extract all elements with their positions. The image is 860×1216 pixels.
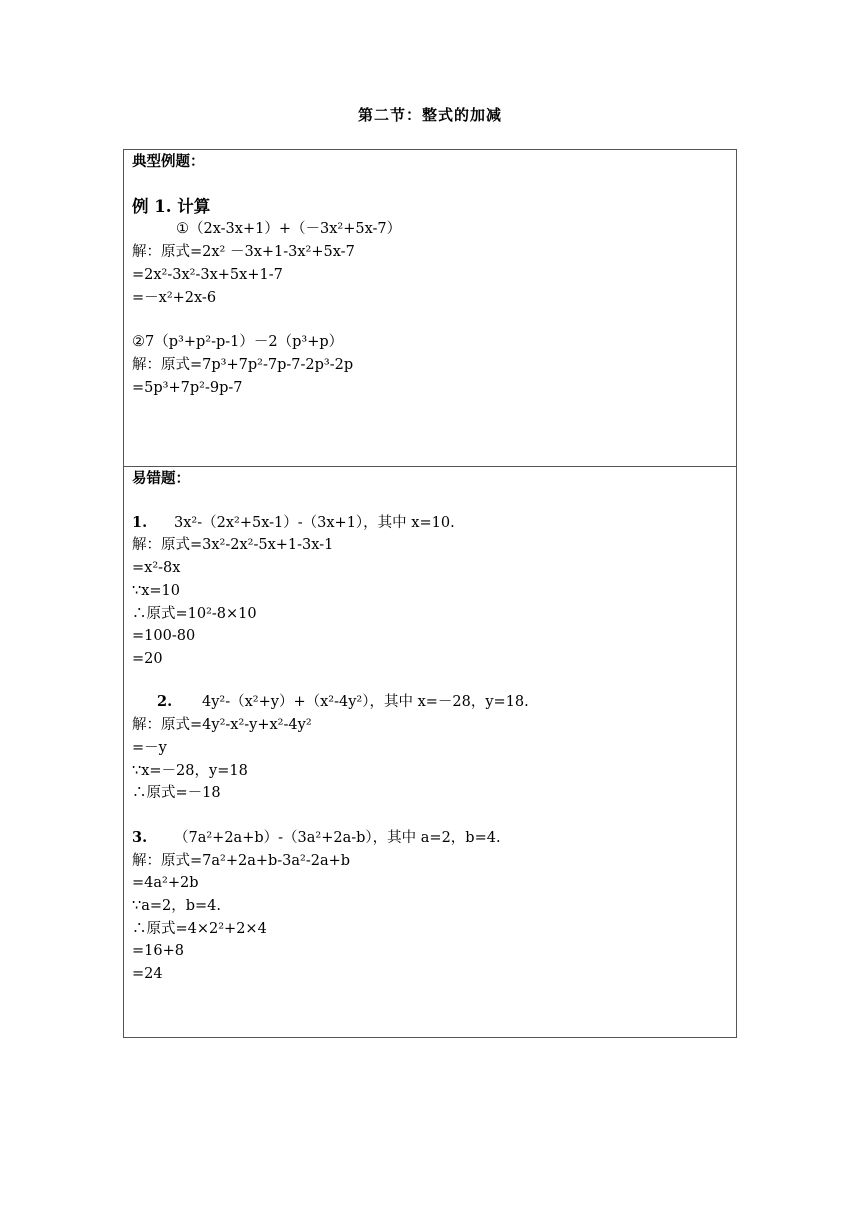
problem-1-step-4: ∴原式=10²-8×10: [132, 606, 257, 622]
problem-1-step-2: =x²-8x: [132, 560, 181, 576]
problem-2-question: 4y²-（x²+y）+（x²-4y²），其中 x=－28，y=18.: [202, 694, 529, 710]
problem-1-step-3: ∵x=10: [132, 583, 181, 599]
common-mistakes-box: [123, 466, 737, 1038]
example-1-q2-step-2: =5p³+7p²-9p-7: [132, 380, 243, 396]
problem-2-step-4: ∴原式=－18: [132, 785, 221, 801]
problem-3-question: （7a²+2a+b）-（3a²+2a-b），其中 a=2，b=4.: [174, 830, 501, 846]
problem-3-step-2: =4a²+2b: [132, 875, 199, 891]
problem-1-number: 1.: [132, 514, 148, 531]
problem-1-step-6: =20: [132, 651, 163, 667]
problem-3-step-4: ∴原式=4×2²+2×4: [132, 921, 267, 937]
problem-2-step-1: 解：原式=4y²-x²-y+x²-4y²: [132, 717, 312, 733]
typical-examples-heading: 典型例题：: [132, 153, 205, 170]
common-mistakes-heading: 易错题：: [132, 470, 190, 487]
problem-2-step-3: ∵x=－28，y=18: [132, 763, 248, 779]
problem-2-number: 2.: [157, 693, 173, 710]
problem-1-step-1: 解：原式=3x²-2x²-5x+1-3x-1: [132, 537, 334, 553]
problem-1-question: 3x²-（2x²+5x-1）-（3x+1），其中 x=10.: [174, 515, 455, 531]
page-title: 第二节：整式的加减: [357, 106, 502, 124]
example-1-question-1: ①（2x-3x+1）+（－3x²+5x-7）: [176, 221, 402, 237]
problem-3-step-5: =16+8: [132, 943, 184, 959]
typical-examples-box: [123, 149, 737, 467]
problem-3-step-3: ∵a=2，b=4.: [132, 898, 222, 914]
problem-3-number: 3.: [132, 829, 148, 846]
example-1-q1-step-1: 解：原式=2x² －3x+1-3x²+5x-7: [132, 244, 355, 260]
example-1-title: 例 1. 计算: [132, 197, 211, 216]
example-1-question-2: ②7（p³+p²-p-1）－2（p³+p）: [132, 334, 344, 350]
example-1-q1-step-3: =－x²+2x-6: [132, 290, 217, 306]
example-1-q1-step-2: =2x²-3x²-3x+5x+1-7: [132, 267, 283, 283]
problem-2-step-2: =－y: [132, 740, 167, 756]
problem-3-step-1: 解：原式=7a²+2a+b-3a²-2a+b: [132, 853, 351, 869]
problem-1-step-5: =100-80: [132, 628, 196, 644]
problem-3-step-6: =24: [132, 966, 163, 982]
example-1-q2-step-1: 解：原式=7p³+7p²-7p-7-2p³-2p: [132, 357, 354, 373]
